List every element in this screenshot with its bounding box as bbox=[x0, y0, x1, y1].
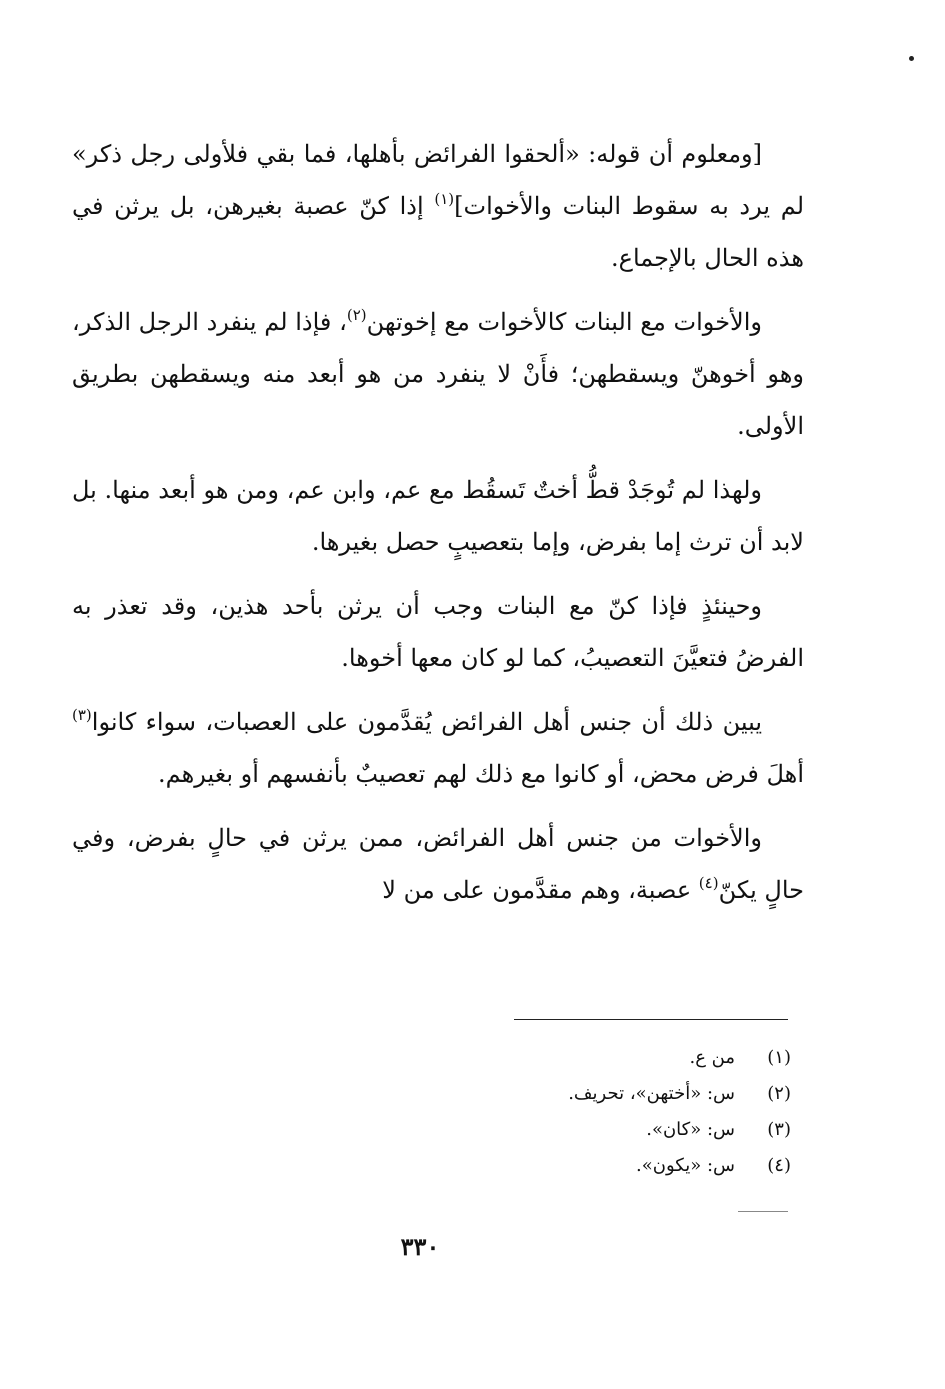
paragraph-3 bbox=[72, 464, 804, 568]
footnote-end-rule bbox=[738, 1211, 788, 1212]
paragraph-6-text-cont: عصبة، وهم مقدَّمون على من لا bbox=[382, 876, 699, 904]
footnote-1-number: (١) bbox=[767, 1047, 791, 1068]
footnote-2-number: (٢) bbox=[767, 1083, 791, 1104]
paragraph-5-text: يبين ذلك أن جنس أهل الفرائض يُقدَّمون على العصبات، سواء كانوا bbox=[91, 708, 762, 736]
paragraph-4-text: وحينئذٍ فإذا كنّ مع البنات وجب أن يرثن بأحد هذين، وقد تعذر به الفرضُ فتعيَّنَ التعصيبُ، كما لو كان معها أخوها. bbox=[72, 592, 804, 672]
paragraph-1-text: [ومعلوم أن قوله: «ألحقوا الفرائض بأهلها، فما بقي فلأولى رجل ذكر» لم يرد به سقوط البنات والأخوات] bbox=[72, 140, 805, 220]
footnote-ref-4[interactable]: (٤) bbox=[698, 874, 719, 892]
paragraph-1 bbox=[72, 128, 804, 284]
paragraph-2-text-cont: ، فإذا لم ينفرد الرجل الذكر، وهو أخوهنّ ويسقطهن؛ فأَنْ لا ينفرد من هو أبعد منه ويسقطهن بطريق الأولى. bbox=[72, 308, 804, 440]
footnote-3-number: (٣) bbox=[767, 1119, 791, 1140]
footnote-2 bbox=[231, 1076, 791, 1112]
footnote-ref-2[interactable]: (٢) bbox=[346, 306, 367, 324]
footnote-divider bbox=[514, 1019, 788, 1020]
footnote-4-text: س: «يكون». bbox=[636, 1155, 735, 1176]
footnote-1 bbox=[231, 1040, 791, 1076]
paragraph-5 bbox=[72, 696, 804, 800]
paragraph-1-text-cont: إذا كنّ عصبة بغيرهن، بل يرثن في هذه الحال بالإجماع. bbox=[72, 192, 804, 272]
page-number: ٣٣٠ bbox=[400, 1232, 440, 1261]
page-mark-dot bbox=[909, 56, 914, 61]
main-text bbox=[72, 128, 804, 928]
paragraph-5-text-cont: أهلَ فرض محض، أو كانوا مع ذلك لهم تعصيبٌ بأنفسهم أو بغيرهم. bbox=[158, 760, 804, 788]
paragraph-3-text: ولهذا لم تُوجَدْ قطُّ أختٌ تَسقُط مع عم، وابن عم، ومن هو أبعد منها. بل لابد أن ترث إما بفرض، وإما بتعصيبٍ حصل بغيرها. bbox=[72, 476, 804, 556]
paragraph-2-text: والأخوات مع البنات كالأخوات مع إخوتهن bbox=[366, 308, 762, 336]
footnote-1-text: من ع. bbox=[689, 1047, 735, 1068]
footnote-3-text: س: «كان». bbox=[646, 1119, 735, 1140]
footnote-ref-1[interactable]: (١) bbox=[434, 190, 455, 208]
paragraph-2 bbox=[72, 296, 804, 452]
paragraph-4 bbox=[72, 580, 804, 684]
paragraph-6-text: والأخوات من جنس أهل الفرائض، ممن يرثن في حالٍ بفرض، وفي حالٍ يكنّ bbox=[72, 824, 804, 904]
footnote-2-text: س: «أختهن»، تحريف. bbox=[568, 1083, 735, 1104]
footnote-4 bbox=[231, 1148, 791, 1184]
footnotes bbox=[231, 1040, 791, 1184]
paragraph-6 bbox=[72, 812, 804, 916]
footnote-4-number: (٤) bbox=[767, 1155, 791, 1176]
footnote-3 bbox=[231, 1112, 791, 1148]
footnote-ref-3[interactable]: (٣) bbox=[72, 706, 92, 724]
